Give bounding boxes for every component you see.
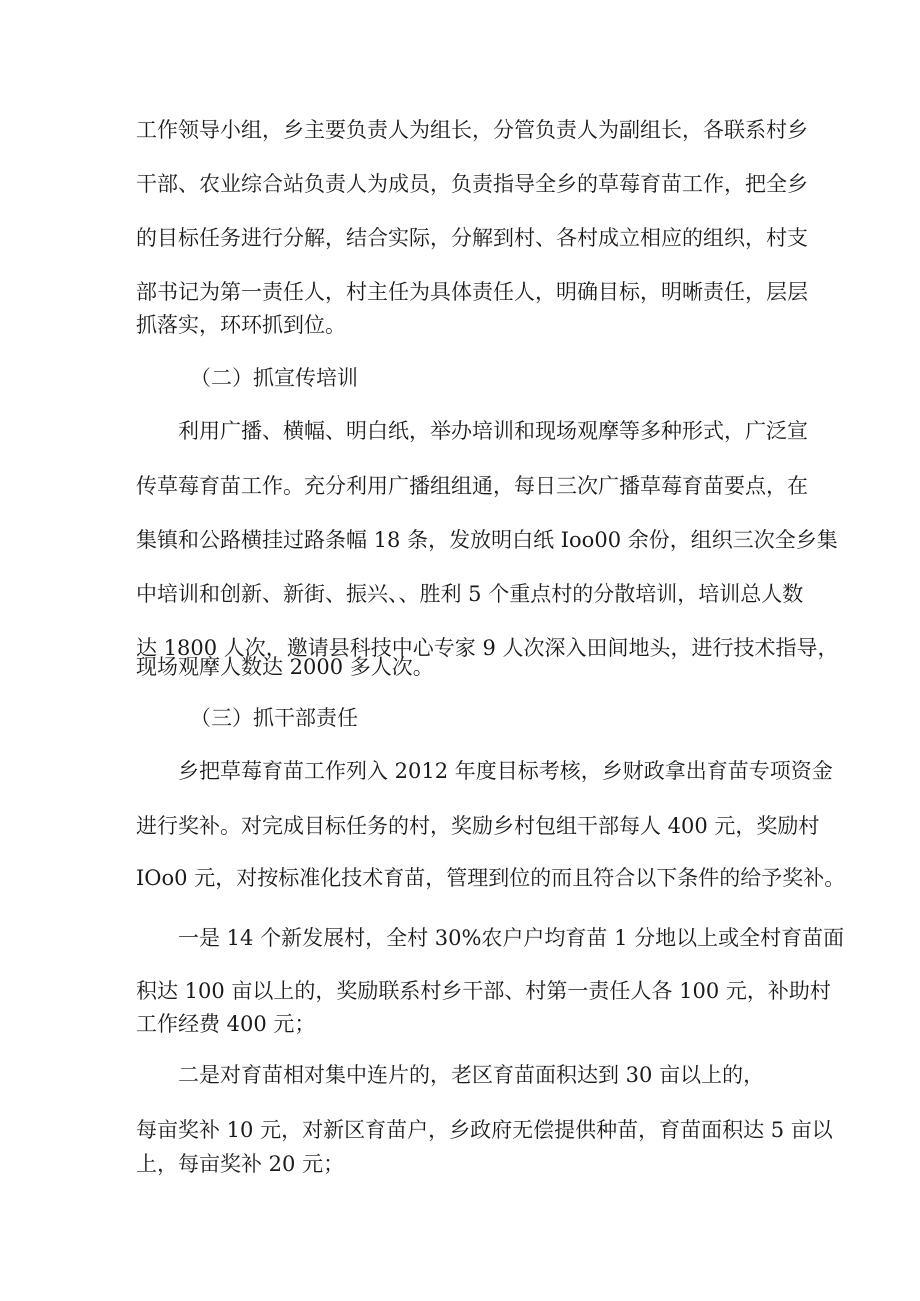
- text-line: 达 1800 人次，邀请县科技中心专家 9 人次深入田间地头，进行技术指导，: [136, 636, 839, 660]
- text-line: 工作经费 400 元；: [136, 1012, 316, 1036]
- text-line: 部书记为第一责任人，村主任为具体责任人，明确目标，明晰责任，层层: [136, 280, 808, 304]
- text-line: 上，每亩奖补 20 元；: [136, 1152, 345, 1176]
- text-line: 工作领导小组，乡主要负责人为组长，分管负责人为副组长，各联系村乡: [136, 118, 808, 142]
- text-line: 每亩奖补 10 元，对新区育苗户，乡政府无偿提供种苗，育苗面积达 5 亩以: [136, 1118, 833, 1142]
- text-line: 乡把草莓育苗工作列入 2012 年度目标考核，乡财政拿出育苗专项资金: [178, 759, 833, 783]
- section-heading: （三）抓干部责任: [190, 706, 358, 730]
- text-line: 积达 100 亩以上的，奖励联系村乡干部、村第一责任人各 100 元，补助村: [136, 979, 831, 1003]
- text-line: 进行奖补。对完成目标任务的村，奖励乡村包组干部每人 400 元，奖励村: [136, 814, 820, 838]
- text-line: 二是对育苗相对集中连片的，老区育苗面积达到 30 亩以上的，: [178, 1063, 765, 1087]
- text-line: 现场观摩人数达 2000 多人次。: [136, 655, 434, 679]
- text-line: 抓落实，环环抓到位。: [136, 313, 346, 337]
- text-line: 的目标任务进行分解，结合实际，分解到村、各村成立相应的组织，村支: [136, 226, 808, 250]
- text-line: 中培训和创新、新街、振兴、、胜利 5 个重点村的分散培训，培训总人数: [136, 582, 804, 606]
- text-line: 利用广播、横幅、明白纸，举办培训和现场观摩等多种形式，广泛宣: [178, 419, 808, 443]
- text-line: IOo0 元，对按标准化技术育苗，管理到位的而且符合以下条件的给予奖补。: [136, 866, 846, 890]
- text-line: 集镇和公路横挂过路条幅 18 条，发放明白纸 Ioo00 余份，组织三次全乡集: [136, 528, 838, 552]
- text-line: 一是 14 个新发展村，全村 30%农户户均育苗 1 分地以上或全村育苗面: [178, 926, 845, 950]
- text-line: 干部、农业综合站负责人为成员，负责指导全乡的草莓育苗工作，把全乡: [136, 172, 808, 196]
- section-heading: （二）抓宣传培训: [190, 366, 358, 390]
- text-line: 传草莓育苗工作。充分利用广播组组通，每日三次广播草莓育苗要点，在: [136, 474, 808, 498]
